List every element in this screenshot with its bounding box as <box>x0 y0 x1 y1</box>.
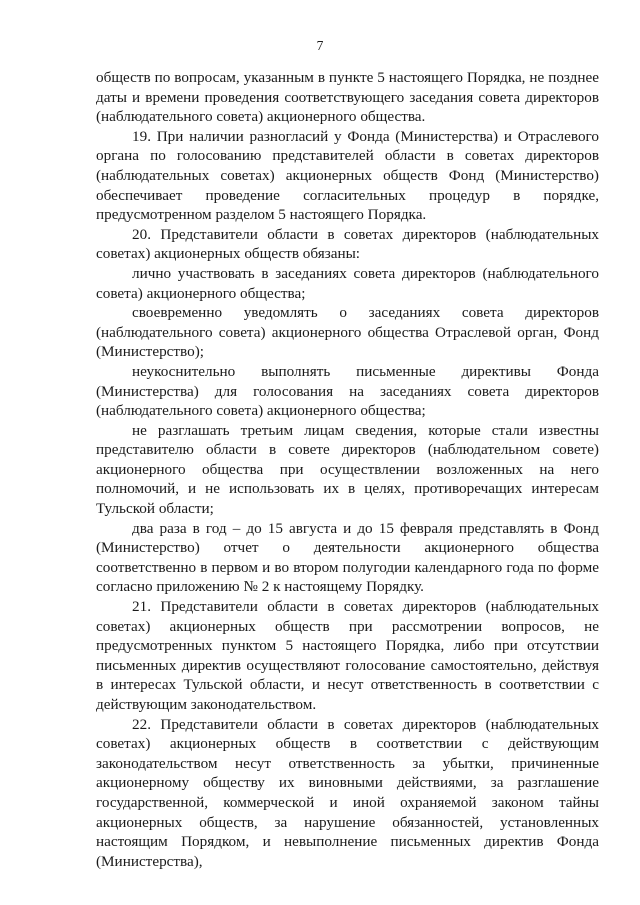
paragraph-21: 21. Представители области в советах директоров (наблюдательных советах) акционерных обществ при рассмотрении вопросов, не предусмотренных пунктом 5 настоящего Порядка, либо при отсутствии письменных директив осуществляют голосование самостоятельно, действуя в интересах Тульской области, и несут ответственность в соответствии с действующим законодательством. <box>96 598 599 713</box>
page-number: 7 <box>316 38 324 53</box>
paragraph-20-item-1: лично участвовать в заседаниях совета директоров (наблюдательного совета) акционерного общества; <box>96 264 599 302</box>
paragraph-22: 22. Представители области в советах директоров (наблюдательных советах) акционерных обществ в соответствии с действующим законодательством несут ответственность за убытки, причиненные акционерному обществу их виновными действиями, за разглашение государственной, коммерческой и иной охраняемой законом тайны акционерных обществ, за нарушение обязанностей, установленных настоящим Порядком, и невыполнение письменных директив Фонда (Министерства), <box>96 715 599 870</box>
document-body <box>96 68 599 871</box>
paragraph-20: 20. Представители области в советах директоров (наблюдательных советах) акционерных обществ обязаны: <box>96 225 599 263</box>
paragraph-19: 19. При наличии разногласий у Фонда (Министерства) и Отраслевого органа по голосованию представителей области в советах директоров (наблюдательных советах) акционерных обществ Фонд (Министерство) обеспечивает проведение согласительных процедур в порядке, предусмотренном разделом 5 настоящего Порядка. <box>96 127 599 224</box>
paragraph-continuation: обществ по вопросам, указанным в пункте 5 настоящего Порядка, не позднее даты и времени проведения соответствующего заседания совета директоров (наблюдательного совета) акционерного общества. <box>96 69 599 126</box>
paragraph-20-item-5: два раза в год – до 15 августа и до 15 февраля представлять в Фонд (Министерство) отчет о деятельности акционерного общества соответственно в первом и во втором полугодии календарного года по форме согласно приложению № 2 к настоящему Порядку. <box>96 519 599 596</box>
paragraph-20-item-4: не разглашать третьим лицам сведения, которые стали известны представителю области в совете директоров (наблюдательном совете) акционерного общества при осуществлении возложенных на него полномочий, и не использовать их в целях, противоречащих интересам Тульской области; <box>96 421 599 518</box>
paragraph-20-item-3: неукоснительно выполнять письменные директивы Фонда (Министерства) для голосования на заседаниях совета директоров (наблюдательного совета) акционерного общества; <box>96 362 599 420</box>
paragraph-20-item-2: своевременно уведомлять о заседаниях совета директоров (наблюдательного совета) акционерного общества Отраслевой орган, Фонд (Министерство); <box>96 304 599 361</box>
